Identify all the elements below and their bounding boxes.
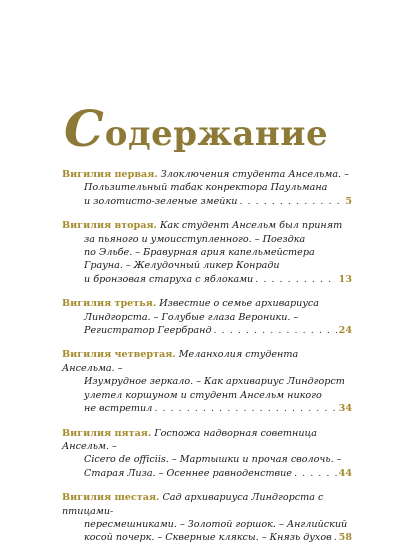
chapter-summary-line: по Эльбе. – Бравурная ария капельмейстера	[84, 247, 315, 259]
toc-entry-first-line	[62, 297, 352, 310]
toc-entry-last-line	[62, 531, 352, 544]
chapter-summary-last-line: Старая Лиза. – Осеннее равноденствие	[84, 467, 292, 479]
toc-entry-last-line	[62, 195, 352, 208]
chapter-summary-text: Госпожа надворная советница Ансельм. –	[62, 427, 317, 452]
chapter-summary-line: Линдгорста. – Голубые глаза Вероники. –	[84, 311, 299, 323]
chapter-summary-line: Грауна. – Желудочный ликер Конради	[84, 260, 280, 272]
chapter-label: Вигилия четвертая.	[62, 349, 176, 361]
chapter-summary-last-line: и бронзовая старуха с яблоками	[84, 273, 254, 285]
chapter-summary-text: Как студент Ансельм был принят	[159, 220, 343, 232]
chapter-summary-line: Пользительный табак конректора Паульмана	[84, 182, 328, 194]
chapter-summary-text: Злоключения студента Ансельма. –	[160, 169, 349, 180]
toc-entry-last-line	[62, 402, 352, 415]
chapter-summary-last-line: и золотисто-зеленые змейки	[84, 195, 238, 207]
chapter-summary-last-line: не встретил	[84, 403, 153, 415]
page-title	[64, 99, 329, 158]
toc-entry[interactable]	[62, 491, 352, 545]
toc-entry[interactable]	[62, 297, 352, 337]
toc-entry-first-line	[62, 219, 352, 232]
chapter-summary-last-line: Регистратор Геербранд	[84, 325, 212, 337]
toc-entry[interactable]	[62, 427, 352, 481]
page-number: 13	[338, 273, 352, 285]
toc-entry-last-line	[62, 273, 352, 286]
title-text: одержание	[104, 114, 329, 154]
chapter-summary-line: Cicero de officiis. – Мартышки и прочая сволочь. –	[84, 454, 342, 466]
chapter-label: Вигилия шестая.	[62, 492, 160, 504]
page-number: 44	[338, 467, 352, 479]
page-number: 34	[338, 403, 352, 415]
chapter-label: Вигилия третья.	[62, 298, 157, 310]
dot-leader	[239, 195, 343, 208]
chapter-summary-line: улетел коршуном и студент Ансельм никого	[84, 389, 322, 401]
chapter-summary-line: Изумрудное зеркало. – Как архивариус Линдгорст	[84, 376, 345, 388]
chapter-label: Вигилия первая.	[62, 169, 158, 180]
toc-entry[interactable]	[62, 219, 352, 286]
table-of-contents	[62, 168, 352, 556]
toc-entry-last-line	[62, 467, 352, 480]
page-number: 58	[338, 532, 352, 544]
toc-entry-first-line	[62, 168, 352, 181]
toc-entry-first-line	[62, 348, 352, 375]
dot-leader	[255, 273, 336, 286]
chapter-summary-text: Меланхолия студента Ансельма. –	[62, 349, 299, 374]
page-number: 5	[345, 195, 352, 207]
toc-entry[interactable]	[62, 348, 352, 415]
chapter-summary-text: Известие о семье архивариуса	[159, 298, 319, 310]
dot-leader	[214, 324, 337, 337]
chapter-label: Вигилия пятая.	[62, 427, 152, 439]
chapter-label: Вигилия вторая.	[62, 220, 157, 232]
page-number: 24	[338, 325, 352, 337]
dot-leader	[334, 531, 337, 544]
title-initial-letter: С	[64, 99, 104, 158]
dot-leader	[294, 467, 337, 480]
dot-leader	[154, 402, 336, 415]
chapter-summary-line: пересмешниками. – Золотой горшок. – Английский	[84, 518, 348, 530]
chapter-summary-text: Сад архивариуса Линдгорста с птицами-	[62, 492, 324, 517]
toc-entry-last-line	[62, 324, 352, 337]
chapter-summary-last-line: косой почерк. – Скверные кляксы. – Князь духов	[84, 532, 332, 544]
toc-entry-first-line	[62, 491, 352, 518]
toc-entry[interactable]	[62, 168, 352, 208]
chapter-summary-line: за пьяного и умоисступленного. – Поездка	[84, 233, 306, 245]
toc-entry-first-line	[62, 427, 352, 454]
